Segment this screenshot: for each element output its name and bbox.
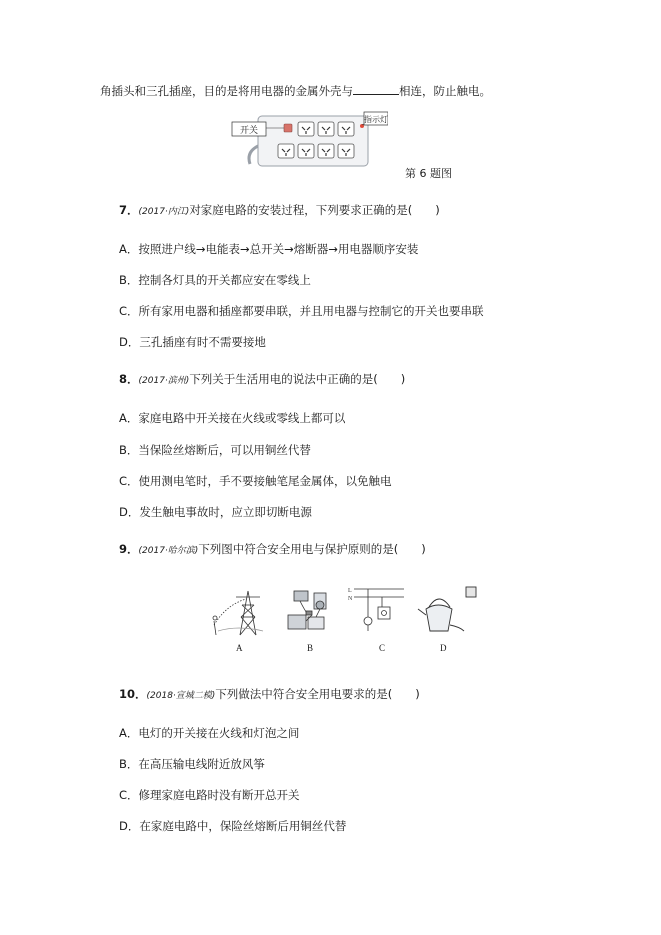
q10-stem <box>119 686 420 702</box>
q9-source: (2017·哈尔滨) <box>138 546 199 556</box>
switch-button-icon <box>284 124 292 132</box>
q8-stem <box>119 371 405 387</box>
q9-label-c: C <box>379 643 386 653</box>
overloaded-socket-icon <box>288 591 326 629</box>
q8-source: (2017·滨州) <box>138 376 190 386</box>
q9-label-a: A <box>236 643 243 653</box>
q9-number: 9． <box>119 542 139 556</box>
wire-label-l: L <box>348 588 352 594</box>
q9-stem-text: 下列图中符合安全用电与保护原则的是( ) <box>198 542 426 556</box>
q10-stem-text: 下列做法中符合安全用电要求的是( ) <box>215 687 420 701</box>
q8-option-a: A．家庭电路中开关接在火线或零线上都可以 <box>119 411 346 425</box>
tower-kite-icon <box>213 591 263 635</box>
q8-number: 8． <box>119 372 139 386</box>
q9-figures <box>208 585 478 637</box>
q10-option-c: C．修理家庭电路时没有断开总开关 <box>119 788 300 802</box>
indicator-label: 指示灯 <box>364 115 388 124</box>
q7-option-d: D．三孔插座有时不需要接地 <box>119 335 266 349</box>
q8-option-d: D．发生触电事故时，应立即切断电源 <box>119 505 312 519</box>
q10-option-b: B．在高压输电线附近放风筝 <box>119 757 265 771</box>
q7-option-c: C．所有家用电器和插座都要串联，并且用电器与控制它的开关也要串联 <box>119 304 484 318</box>
q6-text-line <box>100 82 491 99</box>
wire-label-n: N <box>348 596 353 602</box>
figure6-caption: 第 6 题图 <box>405 167 452 180</box>
answer-blank <box>353 82 399 95</box>
q9-stem <box>119 541 426 557</box>
q10-option-a: A．电灯的开关接在火线和灯泡之间 <box>119 726 300 740</box>
q8-stem-text: 下列关于生活用电的说法中正确的是( ) <box>189 372 406 386</box>
kettle-icon <box>418 587 476 631</box>
q6-text-after: 相连，防止触电。 <box>399 84 491 98</box>
q10-option-d: D．在家庭电路中，保险丝熔断后用铜丝代替 <box>119 819 347 833</box>
q7-option-a: A．按照进户线→电能表→总开关→熔断器→用电器顺序安装 <box>119 242 419 256</box>
q7-option-b: B．控制各灯具的开关都应安在零线上 <box>119 273 311 287</box>
q7-stem <box>119 202 440 218</box>
q9-label-b: B <box>307 643 314 653</box>
switch-label: 开关 <box>239 126 259 136</box>
q7-stem-text: 对家庭电路的安装过程，下列要求正确的是( ) <box>189 203 440 217</box>
q10-number: 10． <box>119 687 147 701</box>
q7-source: (2017·内江) <box>138 207 190 217</box>
q8-option-b: B．当保险丝熔断后，可以用铜丝代替 <box>119 443 311 457</box>
q6-text-before: 角插头和三孔插座，目的是将用电器的金属外壳与 <box>100 84 353 98</box>
power-strip-figure <box>228 108 388 170</box>
q7-number: 7． <box>119 203 139 217</box>
circuit-diagram-icon <box>354 589 404 631</box>
q8-option-c: C．使用测电笔时，手不要接触笔尾金属体，以免触电 <box>119 474 392 488</box>
q9-label-d: D <box>440 643 447 653</box>
q10-source: (2018·宣城二模) <box>146 691 216 701</box>
